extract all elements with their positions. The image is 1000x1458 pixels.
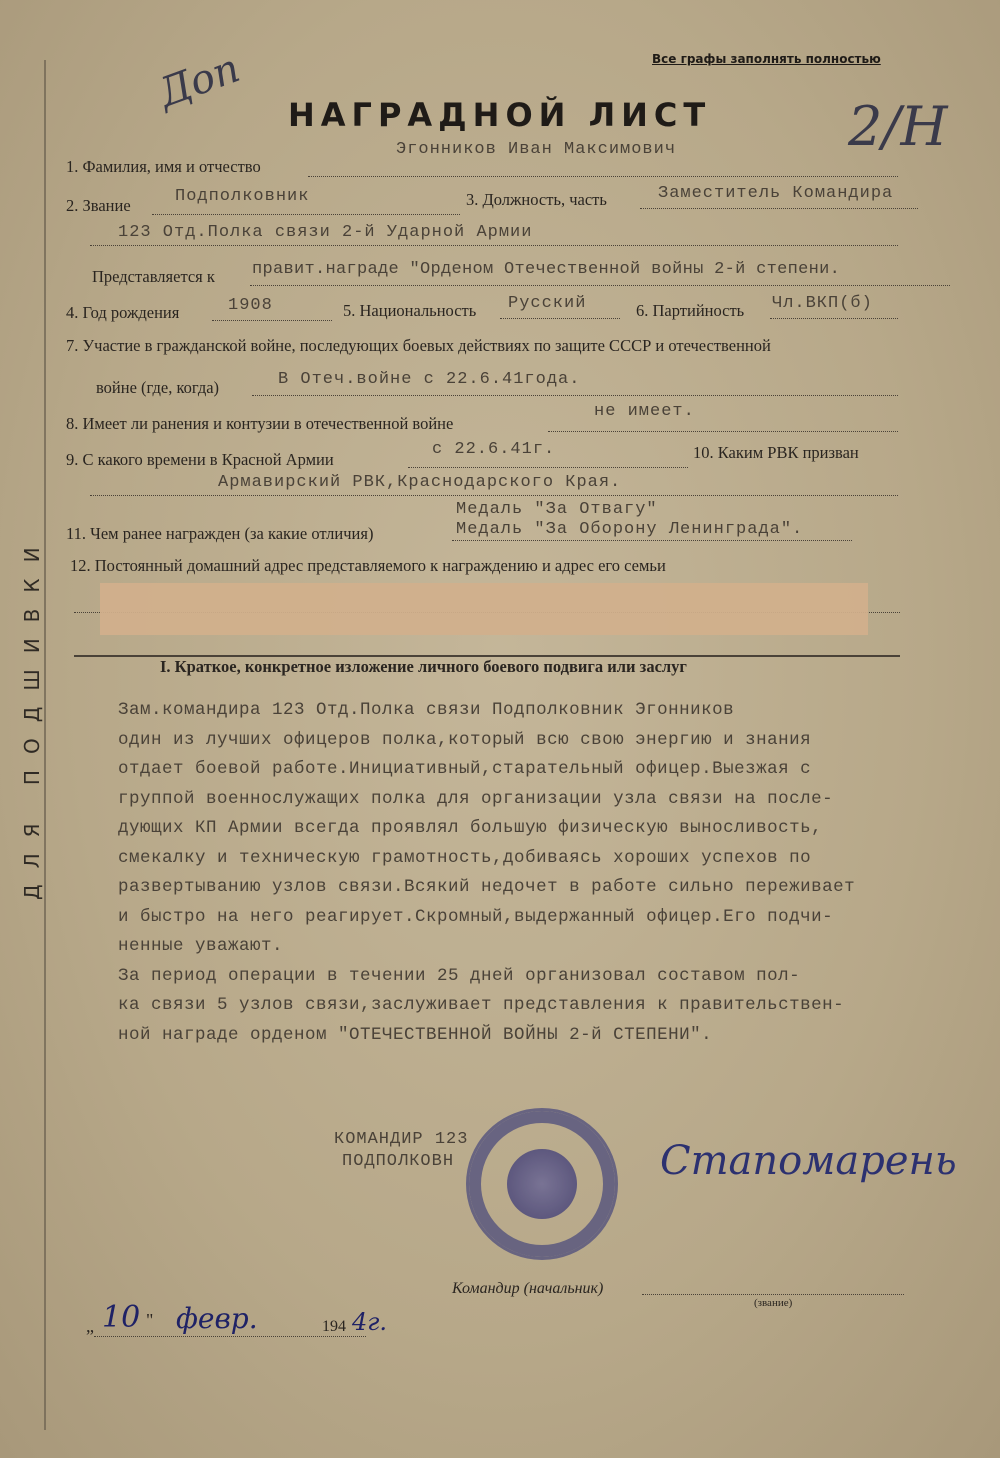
merit-line: Зам.командира 123 Отд.Полка связи Подполковник Эгонников (118, 700, 735, 720)
merit-line: развертыванию узлов связи.Всякий недочет в работе сильно переживает (118, 877, 856, 897)
field-7-label: 7. Участие в гражданской войне, последующих боевых действиях по защите СССР и отечественной (66, 336, 771, 355)
corner-note-right: 2/Н (848, 95, 948, 158)
commander-label: Командир (начальник) (452, 1280, 604, 1297)
field-11-label: 11. Чем ранее награжден (за какие отличия) (66, 524, 374, 543)
rank-label: (звание) (754, 1297, 793, 1309)
date-quote-open: „ (86, 1316, 94, 1336)
field-3-line-cont (90, 245, 898, 246)
commander-line (642, 1294, 904, 1295)
merit-line: За период операции в течении 25 дней организовал составом пол- (118, 965, 801, 986)
commander-typed-line-1: КОМАНДИР 123 (334, 1130, 469, 1149)
field-6-value: Чл.ВКП(б) (772, 294, 873, 313)
field-7-label-cont: войне (где, когда) (96, 378, 220, 397)
merit-description (118, 696, 855, 1050)
field-4-label: 4. Год рождения (66, 303, 180, 322)
fill-all-fields-notice: Все графы заполнять полностью (652, 52, 881, 66)
field-9-label: 9. С какого времени в Красной Армии (66, 450, 334, 469)
merit-line: ка связи 5 узлов связи,заслуживает представления к правительствен- (118, 995, 845, 1015)
field-6-label: 6. Партийность (636, 301, 745, 320)
presented-value: правит.награде "Орденом Отечественной войны 2-й степени. (252, 260, 841, 279)
merit-line: отдает боевой работе.Инициативный,старательный офицер.Выезжая с (118, 759, 812, 779)
field-3-label: 3. Должность, часть (466, 190, 607, 209)
field-4-line (212, 320, 332, 321)
field-8-label: 8. Имеет ли ранения и контузии в отечественной войне (66, 414, 454, 433)
field-6-line (770, 318, 898, 319)
merit-line: ненные уважают. (118, 936, 284, 956)
date-year-hand: 4г. (352, 1308, 388, 1336)
state-emblem-icon (507, 1149, 577, 1219)
field-11-value-2: Медаль "За Оборону Ленинграда". (456, 520, 804, 539)
date-line (94, 1336, 366, 1337)
field-1-line (308, 176, 898, 177)
merit-line: ной награде орденом "ОТЕЧЕСТВЕННОЙ ВОЙНЫ 2-й СТЕПЕНИ". (118, 1024, 713, 1045)
merit-line: дующих КП Армии всегда проявлял большую физическую выносливость, (118, 818, 823, 838)
field-3-value-cont: 123 Отд.Полка связи 2-й Ударной Армии (118, 223, 533, 242)
field-9-value: с 22.6.41г. (432, 440, 556, 459)
date-day: 10 (102, 1300, 141, 1335)
section-heading: I. Краткое, конкретное изложение личного боевого подвига или заслуг (160, 657, 687, 676)
field-2-value: Подполковник (175, 187, 310, 206)
field-3-line (640, 208, 918, 209)
commander-signature: Стапомарень (660, 1138, 957, 1184)
field-1-value: Эгонников Иван Максимович (396, 140, 677, 159)
field-1-label: 1. Фамилия, имя и отчество (66, 157, 261, 176)
field-2-label: 2. Звание (66, 196, 131, 215)
presented-line (250, 285, 950, 286)
binding-caption: ДЛЯ ПОДШИВКИ (20, 531, 44, 900)
field-11-line (452, 540, 852, 541)
field-10-label: 10. Каким РВК призван (693, 443, 859, 462)
presented-label: Представляется к (92, 267, 215, 286)
field-3-value: Заместитель Командира (658, 184, 894, 203)
corner-note-left: Доп (152, 45, 246, 117)
field-8-line (548, 431, 898, 432)
field-9-line (408, 467, 688, 468)
merit-line: и быстро на него реагирует.Скромный,выдержанный офицер.Его подчи- (118, 906, 834, 927)
field-10-value: Армавирский РВК,Краснодарского Края. (218, 473, 622, 492)
field-7-value: В Отеч.войне с 22.6.41года. (278, 370, 581, 389)
date-month: февр. (176, 1302, 258, 1335)
document-title: НАГРАДНОЙ ЛИСТ (288, 96, 712, 134)
field-5-line (500, 318, 620, 319)
commander-typed-line-2: ПОДПОЛКОВН (342, 1152, 455, 1171)
field-11-value-1: Медаль "За Отвагу" (456, 500, 658, 519)
field-5-label: 5. Национальность (343, 301, 477, 320)
binding-margin-line (44, 60, 46, 1430)
field-10-line (90, 495, 898, 496)
field-7-line (252, 395, 898, 396)
merit-line: один из лучших офицеров полка,который всю свою энергию и знания (118, 729, 812, 750)
date-year-prefix: 194 (322, 1318, 346, 1335)
field-5-value: Русский (508, 294, 587, 313)
merit-line: группой военнослужащих полка для организации узла связи на после- (118, 788, 834, 809)
date-quote-close: " (146, 1310, 154, 1330)
field-4-value: 1908 (228, 296, 273, 315)
merit-line: смекалку и техническую грамотность,добиваясь хороших успехов по (118, 847, 812, 868)
address-redaction (100, 583, 868, 635)
field-2-line (152, 214, 460, 215)
field-12-label: 12. Постоянный домашний адрес представляемого к награждению и адрес его семьи (70, 556, 666, 575)
field-8-value: не имеет. (594, 402, 695, 421)
unit-stamp (466, 1108, 618, 1260)
